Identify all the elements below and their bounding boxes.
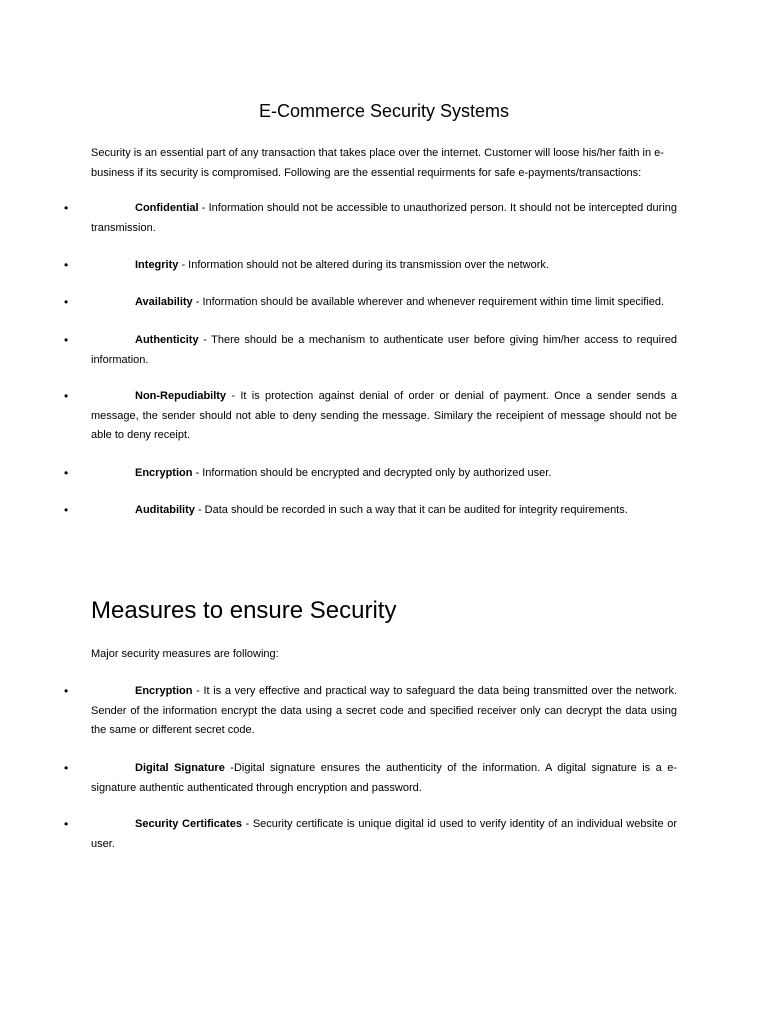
list-item-text bbox=[91, 256, 677, 276]
bullet-icon: • bbox=[64, 466, 69, 480]
section-heading: Measures to ensure Security bbox=[91, 597, 397, 624]
list-item-text bbox=[91, 387, 677, 446]
list-item-term: Encryption bbox=[135, 685, 193, 697]
list-item-description: - Information should not be accessible to unauthorized person. It should not be intercepted during transmission. bbox=[91, 202, 677, 234]
list-item-description: - It is a very effective and practical way to safeguard the data being transmitted over the network. Sender of the information encrypt the data using a secret code and specified receiver only can decrypt the data using the same or different secret code. bbox=[91, 685, 677, 736]
list-item-term: Digital Signature bbox=[135, 762, 225, 774]
list-item-term: Availability bbox=[135, 296, 193, 308]
list-item-text bbox=[91, 501, 677, 521]
bullet-icon: • bbox=[64, 389, 69, 403]
list-item-text bbox=[91, 815, 677, 854]
list-item-description: - It is protection against denial of order or denial of payment. Once a sender sends a message, the sender should not able to deny sending the message. Similary the receipient of message should not be able to deny receipt. bbox=[91, 390, 677, 441]
list-item-term: Confidential bbox=[135, 202, 199, 214]
list-item-description: - There should be a mechanism to authenticate user before giving him/her access to required information. bbox=[91, 334, 677, 366]
list-item-term: Non-Repudiabilty bbox=[135, 390, 227, 402]
bullet-icon: • bbox=[64, 817, 69, 831]
list-item-text bbox=[91, 293, 677, 313]
list-item-term: Authenticity bbox=[135, 334, 199, 346]
list-item-term: Encryption bbox=[135, 467, 193, 479]
list-item-text bbox=[91, 464, 677, 484]
list-item-text bbox=[91, 759, 677, 798]
list-item-description: - Data should be recorded in such a way that it can be audited for integrity requirements. bbox=[194, 504, 628, 516]
list-item-text bbox=[91, 199, 677, 238]
list-item-term: Integrity bbox=[135, 259, 179, 271]
bullet-icon: • bbox=[64, 684, 69, 698]
bullet-icon: • bbox=[64, 295, 69, 309]
bullet-icon: • bbox=[64, 503, 69, 517]
list-item-description: - Security certificate is unique digital id used to verify identity of an individual website or user. bbox=[91, 818, 677, 850]
list-item-text bbox=[91, 331, 677, 370]
bullet-icon: • bbox=[64, 201, 69, 215]
bullet-icon: • bbox=[64, 761, 69, 775]
intro-paragraph: Security is an essential part of any transaction that takes place over the internet. Customer will loose his/her faith in e-business if its security is compromised. Following are the essential requirments for safe e-payments/transactions: bbox=[91, 147, 664, 179]
list-item-term: Security Certificates bbox=[135, 818, 242, 830]
list-item-text bbox=[91, 682, 677, 741]
document-title: E-Commerce Security Systems bbox=[258, 101, 510, 121]
list-item-description: -Digital signature ensures the authenticity of the information. A digital signature is a e-signature authentic authenticated through encryption and password. bbox=[91, 762, 677, 794]
measures-intro-paragraph: Major security measures are following: bbox=[91, 648, 279, 660]
bullet-icon: • bbox=[64, 258, 69, 272]
list-item-description: - Information should not be altered during its transmission over the network. bbox=[178, 259, 549, 271]
list-item-description: - Information should be encrypted and decrypted only by authorized user. bbox=[192, 467, 552, 479]
bullet-icon: • bbox=[64, 333, 69, 347]
list-item-term: Auditability bbox=[135, 504, 195, 516]
list-item-description: - Information should be available wherever and whenever requirement within time limit specified. bbox=[192, 296, 665, 308]
